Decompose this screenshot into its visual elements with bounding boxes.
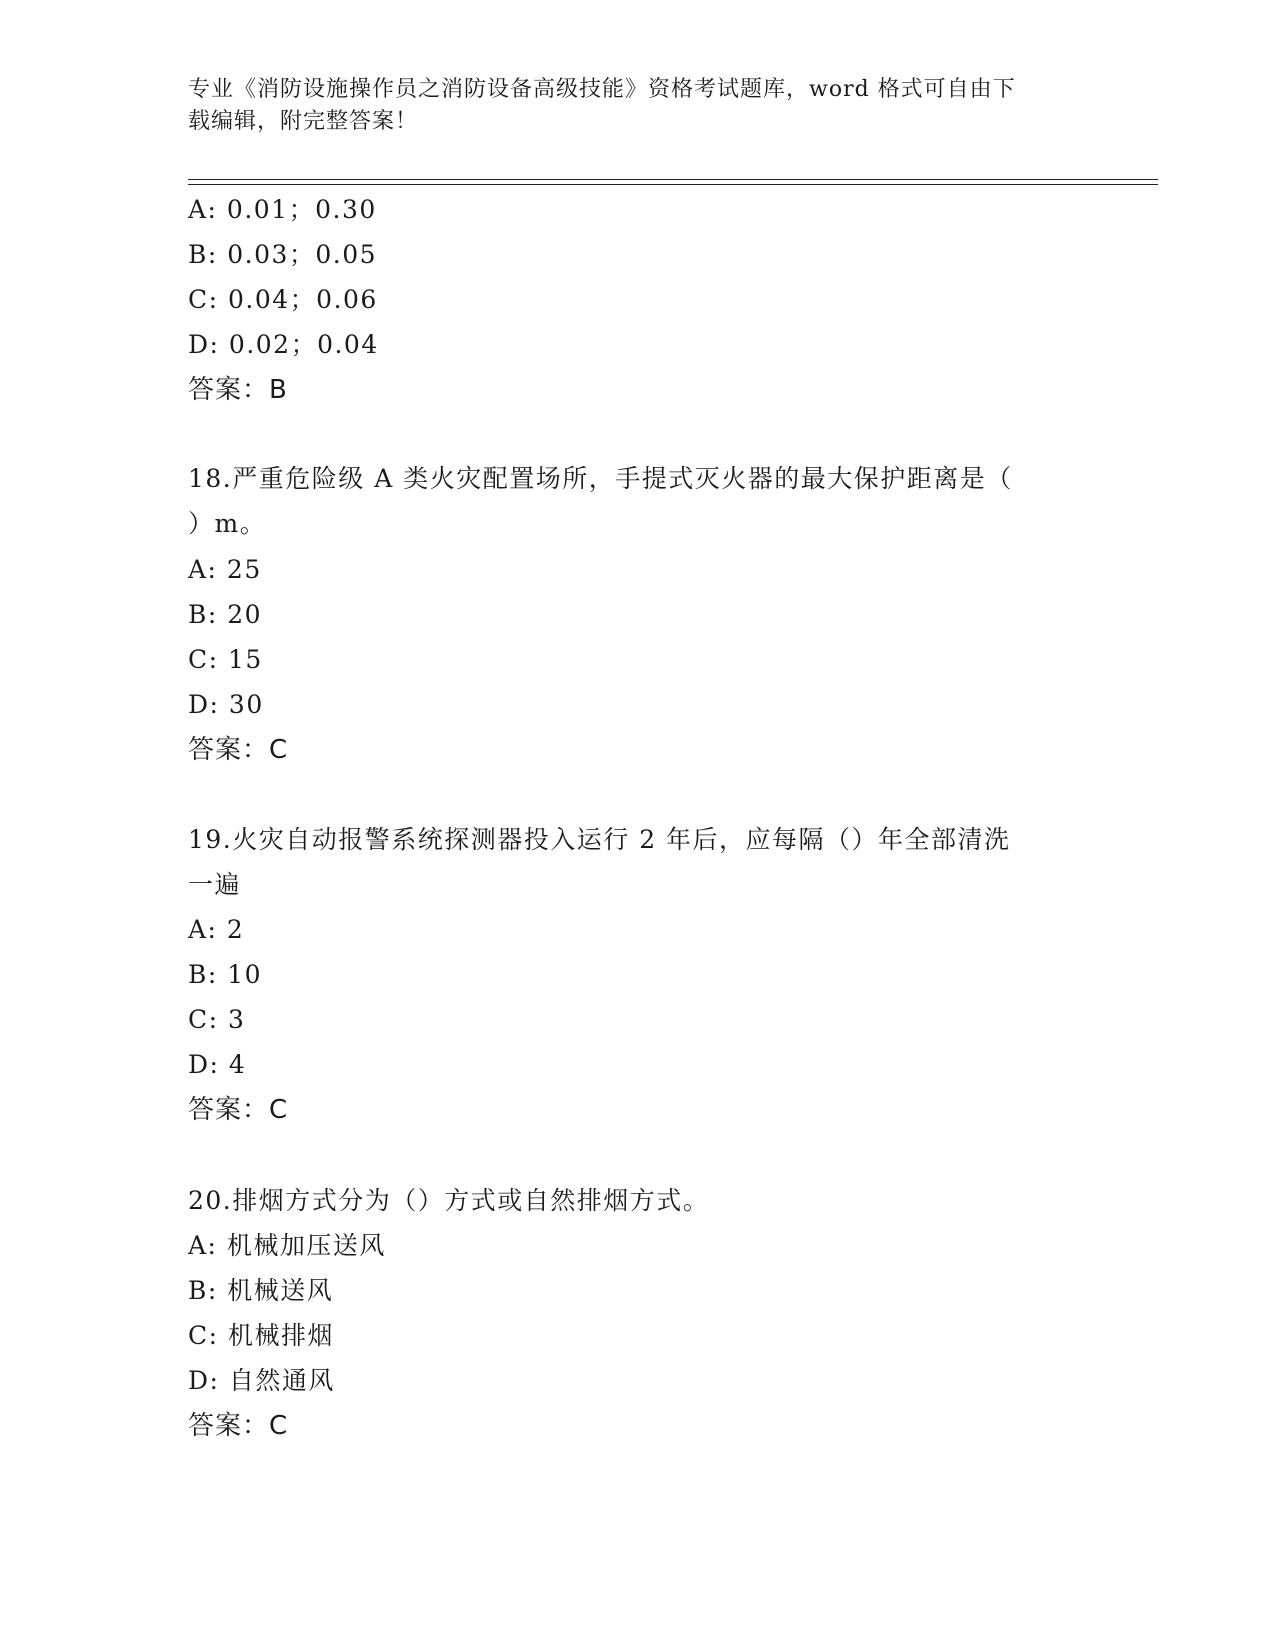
q20-stem-line-1: 20.排烟方式分为（）方式或自然排烟方式。	[188, 1186, 710, 1215]
q20-answer: 答案：C	[188, 1411, 289, 1441]
q18-option-d: D: 30	[188, 690, 264, 719]
q20-option-b: B: 机械送风	[188, 1276, 334, 1305]
q19-stem-line-2: 一遍	[188, 870, 242, 899]
q18-stem-line-2: ）m。	[188, 509, 267, 538]
q20-option-c: C: 机械排烟	[188, 1321, 334, 1350]
q19-option-c: C: 3	[188, 1005, 246, 1034]
q18-stem-line-1: 18.严重危险级 A 类火灾配置场所，手提式灭火器的最大保护距离是（	[188, 464, 1013, 493]
header-line-2: 载编辑，附完整答案！	[188, 109, 419, 134]
q18-option-b: B: 20	[188, 600, 263, 629]
q18-option-c: C: 15	[188, 645, 263, 674]
q17-option-b: B: 0.03；0.05	[188, 240, 378, 269]
q17-option-c: C: 0.04；0.06	[188, 285, 378, 314]
q20-option-d: D: 自然通风	[188, 1366, 335, 1395]
q19-option-d: D: 4	[188, 1050, 247, 1079]
q19-option-b: B: 10	[188, 960, 263, 989]
header-line-1: 专业《消防设施操作员之消防设备高级技能》资格考试题库，word 格式可自由下	[188, 77, 1016, 102]
q17-option-a: A: 0.01；0.30	[188, 195, 377, 224]
q17-option-d: D: 0.02；0.04	[188, 330, 379, 359]
q18-answer: 答案：C	[188, 735, 289, 765]
q19-option-a: A: 2	[188, 915, 245, 944]
q19-stem-line-1: 19.火灾自动报警系统探测器投入运行 2 年后，应每隔（）年全部清洗	[188, 825, 1011, 854]
document-header	[188, 74, 1068, 138]
header-divider-bottom	[188, 184, 1158, 185]
q17-answer: 答案：B	[188, 375, 288, 405]
header-divider-top	[188, 179, 1158, 180]
q18-option-a: A: 25	[188, 555, 262, 584]
q19-answer: 答案：C	[188, 1095, 289, 1125]
q20-option-a: A: 机械加压送风	[188, 1231, 386, 1260]
